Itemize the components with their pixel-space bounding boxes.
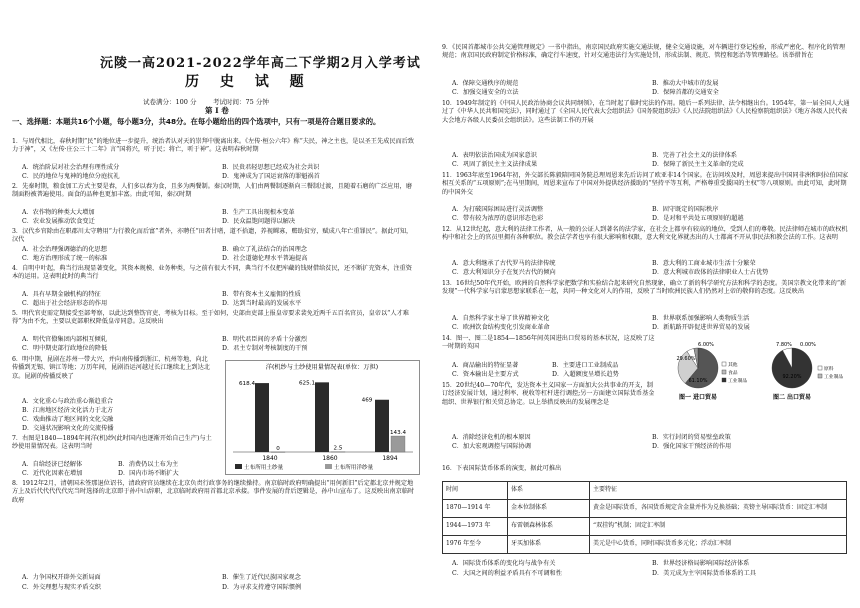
question-6-text: 6．明中期，昆剧在苏州一带大兴，并向南传播到浙江、杭州等地，向北传播到无锡、镇江等地；万历年间，昆剧沿运河越过长江继续北上到达北京。昆剧的传播反映了	[12, 356, 210, 380]
table-cell: 美元是中心货币，同时国际货币多元化；浮动汇率制	[590, 536, 847, 554]
table-row	[443, 518, 847, 536]
pie-value-label: 0.00%	[800, 342, 816, 348]
q11-option-d: D．是对和平共处五项原则的超越	[652, 215, 744, 222]
q13-option-d: D．新航路开辟促进世界贸易的发展	[652, 324, 750, 331]
monetary-system-table	[442, 481, 847, 554]
q7-option-b: B．消费仍以土布为主	[118, 461, 179, 468]
legend-swatch	[818, 366, 822, 370]
legend-swatch	[722, 378, 726, 382]
question-15-text: 15．20世纪40—70年代，发达资本主义国家一方面加大公共事业的开支，制订经济发展计划，通过利率、税收等杠杆进行调控;另一方面建立国际货币基金组织、世界银行和关贸总协定。以上举措反映出的发展理念是	[442, 382, 655, 406]
q10-option-d: D．保障了新民主主义革命的完成	[652, 161, 744, 168]
table-cell: 1870—1914 年	[443, 500, 508, 518]
q2-option-c: C．农业发展推动饮食变迁	[22, 218, 95, 225]
q12-option-d: D．意大利城市政体的法律职业人士占优势	[652, 269, 769, 276]
q5-option-a: A．明代官僚集团内部相互倾轧	[22, 336, 107, 343]
bar-value-label: 625.1	[298, 380, 316, 387]
q14-option-a: A．商品输出的特征显著	[452, 362, 519, 369]
question-8-text: 8．1912年2月，清朝国未签那退位诏书，清政府官员继续在北京负责行政事务的继续操持。南京临时政府明确提出“用何新旧”后定都北京并规定地方上及后代代代代代宪当时选择的北京即于孙中山辞职，北京临时政府用首都北京承接。事件发展的背后逻辑是，孙中山宣布了。这反映出南京临时政府	[12, 480, 415, 504]
pie-value-label: 92.20%	[782, 374, 802, 380]
q9-option-c: C．加强交通安全的立法	[452, 89, 519, 96]
pie-value-label: 7.80%	[776, 342, 792, 348]
bar-yang-yarn	[391, 436, 405, 452]
question-3-text: 3．汉代乡官除由在职郡川太守聘用“力行教化而后富”者外，亦聘任“田者甘嗜，道不拾遗，养视鳏寡，赡助贫穷，赋成八年亡重罪民”。据此可知，汉代	[12, 228, 413, 244]
bar-tu-yarn	[315, 382, 329, 452]
question-10-text: 10．1949年制定的《中国人民政治协商会议共同纲领》，在当时起了临时宪法的作用。随后一系列法律、法令相继出台。1954年，第一届全国人大通过了《中华人民共和国宪法》，同时通过了《全国人民代表大会组织法》《国务院组织法》《人民法院组织法》《人民检察院组织法》《地方各级人民代表大会地方各级人民委员会组织法》。这些法制工作的开展	[442, 100, 850, 124]
time-label: 考试时间：75 分钟	[213, 98, 269, 106]
q6-option-d: D．交通状况影响文化的交流传播	[22, 425, 114, 432]
q5-option-d: D．君主专制对考核制度的干预	[222, 345, 308, 352]
bar-value-label: 143.4	[389, 430, 407, 437]
q4-option-d: D．达到当时最高的发展水平	[222, 300, 302, 307]
q12-option-c: C．意大利知识分子在复兴古代的倾向	[452, 269, 556, 276]
trade-pie-charts	[662, 338, 852, 410]
q2-option-a: A．农作物的种类大大增加	[22, 209, 95, 216]
subject-title: 历 史 试 题	[185, 74, 312, 90]
q9-option-b: B．推动大中城市的发展	[652, 80, 719, 87]
bar-tu-yarn	[375, 400, 389, 452]
q4-option-a: A．具有早期金融机构的特征	[22, 291, 101, 298]
q10-option-b: B．完善了社会主义的法律体系	[652, 152, 737, 159]
q14-option-b: B．主要进口工业制成品	[552, 362, 619, 369]
q16-option-a: A．国际货币体系的变化均与战争有关	[452, 560, 556, 567]
section-instructions: 一、选择题：本题共16个小题，每小题3分，共48分。在每小题给出的四个选项中，只有一项是符合题目要求的。	[12, 117, 381, 126]
q4-option-b: B．带有资本主义雇佣的性质	[222, 291, 301, 298]
legend-swatch	[722, 370, 726, 374]
table-header-cell: 主要特征	[590, 482, 847, 500]
q6-option-c: C．戏曲推动了地区间的文化交融	[22, 416, 114, 423]
legend-label: 工业制品	[728, 379, 748, 384]
legend-label: 土布所用洋纱量	[334, 465, 374, 471]
bar-value-label: 618.4	[238, 381, 256, 388]
bar-value-label: 2.5	[333, 445, 343, 452]
legend-swatch	[325, 464, 332, 469]
q6-option-a: A．文化重心与政治重心渐趋重合	[22, 398, 114, 405]
q11-option-c: C．带有较为浓厚的意识形态色彩	[452, 215, 544, 222]
question-14-text: 14．图一、图二是1854—1856年间英国进出口贸易的基本状况，这反映了这一时期的英国	[442, 335, 655, 351]
q8-option-b: B．催生了近代民族国家观念	[222, 574, 301, 581]
q14-option-d: D．入超额度呈增长趋势	[552, 371, 619, 378]
q14-option-c: C．资本输出是主要方式	[452, 371, 519, 378]
q15-option-b: B．实行封闭的贸易壁垒政策	[652, 434, 731, 441]
bar-value-label: 0	[276, 446, 280, 452]
table-cell: “双挂钩”机制；固定汇率制	[590, 518, 847, 536]
q5-option-c: C．明中期吏部行政地位的降低	[22, 345, 108, 352]
table-cell: 牙买加体系	[508, 536, 590, 554]
bar-tu-yarn	[255, 383, 269, 452]
export-pie-chart	[772, 342, 843, 401]
category-tick-label: 1860	[322, 455, 338, 462]
volume-label: 第 I 卷	[205, 106, 229, 115]
pie-value-label: 6.00%	[698, 342, 714, 348]
question-9-text: 9．《民国首都城市公共交通管理规定》一书中指出，南京国民政府实施交通法规，健全交通设施，对车辆进行登记检验，形成严密化、程序化的管理规范；南京国民政府制定价格标准，确定行车速度，针对交通违法行为实施处罚，形成法制、规范、管控和惩治等管理路径。该举措旨在	[442, 44, 846, 60]
q2-option-b: B．生产工具出现根本变革	[222, 209, 295, 216]
q15-option-c: C．加大宏观调控与国际协调	[452, 443, 531, 450]
q1-option-b: B．民贵君轻思想已经成为社会共识	[222, 164, 320, 171]
table-header-row	[443, 482, 847, 500]
legend-swatch	[722, 362, 726, 366]
question-13-text: 13．16世纪50年代开始，欧洲的自然科学家把数学和实验结合起来研究自然现象，确立了新的科学研究方法和科学的态度。美国宗教文化带来的“新发现”一代科学家与启蒙思想家联系在一起，共同一种文化对人的作用，反映了当时欧洲民族人们仍然对上帝的敬仰的态度。这反映出	[442, 280, 847, 296]
question-2-text: 2．先秦时期，粮食加工方式主要是舂，人们多以舂为食，且多为两餐制。秦汉时期，人们由两餐制逐渐向三餐制过渡，且随着石磨的广泛应用，磨制面粉被普遍使用。面食的品种也更加丰富。由此可知，秦汉时期	[12, 183, 412, 199]
q10-option-c: C．巩固了新民主主义法律成果	[452, 161, 538, 168]
pie-caption: 图一 进口贸易	[678, 394, 718, 401]
legend-label: 土布所用土纱量	[244, 465, 284, 471]
q9-option-a: A．保障交通秩序的规范	[452, 80, 519, 87]
q3-option-d: D．社会道德伦理水平普遍提高	[222, 255, 308, 262]
question-1-text: 1．与周代相比，春秋时期“民”的地位进一步提升，统治者认对天的崇拜中脱离出来。《左传·桓公六年》称“夫民，神之主也，是以圣王先成民而后致力于神”，又《左传·庄公三十二年》言“国将兴，听于民；将亡，听于神”。这表明春秋时期	[12, 138, 415, 154]
score-label: 试卷满分：100 分	[143, 98, 197, 106]
q1-option-a: A．统治阶层对社会治理有理性成分	[22, 164, 120, 171]
legend-label: 原料	[824, 367, 834, 372]
table-header-cell: 体系	[508, 482, 590, 500]
q4-option-c: C．超出于社会经济形态的作用	[22, 300, 108, 307]
q1-option-c: C．民的地位与鬼神的地位分庭抗礼	[22, 173, 120, 180]
q11-option-a: A．为打破国际困局进行灵活调整	[452, 206, 544, 213]
q6-option-b: B．江南地区经济文化活力于北方	[22, 407, 114, 414]
q7-option-d: D．国内市场不断扩大	[118, 470, 179, 477]
bar-value-label: 469	[361, 397, 373, 404]
q12-option-b: B．意大利的工商业城市生活十分繁荣	[652, 260, 756, 267]
q15-option-d: D．强化国家干预经济的作用	[652, 443, 732, 450]
pie-caption: 图二 出口贸易	[772, 394, 812, 401]
question-7-text: 7．右图是1840—1894年间洋(机)纱(此时国内也逐渐开始自己生产)与土纱使用量情况表。这表明当时	[12, 435, 212, 451]
pie-value-label: 29.60%	[676, 356, 696, 362]
question-16-text: 16．下表国际货币体系的演变，据此可推出	[442, 465, 562, 472]
question-11-text: 11．1963年底至1964年初，外交部长陈毅陪同国务院总理周恩来先后访问了欧亚非14个国家。在访问埃及时，周恩来提出中国同非洲和阿拉伯国家相互关系的“五项原则”;在马里期间，周恩来宣布了中国对外提供经济援助的“坚持平等互利，严格尊重受援国的主权”等八项原则。由此可知，此时期的中国外交	[442, 172, 849, 196]
legend-label: 其他	[728, 363, 738, 368]
q5-option-b: B．明代君臣间的矛盾十分激烈	[222, 336, 307, 343]
table-cell: 金本位制体系	[508, 500, 590, 518]
import-pie-chart	[676, 342, 747, 401]
category-tick-label: 1840	[262, 455, 278, 462]
category-tick-label: 1894	[382, 455, 398, 462]
q1-option-d: D．鬼神成为了国运衰落的罪魁祸首	[222, 173, 320, 180]
q3-option-a: A．社会治理强调德治的化思想	[22, 246, 107, 253]
question-4-text: 4．自明中叶起，典当行出现显著变化，其资本规模、业务种类，与之前有很大不同，典当行不仅把库藏的钱财借给贫民，还不断扩充资本，注重资本的运用。这表明此时的典当行	[12, 265, 412, 281]
q13-option-a: A．自然科学家主导了世界精神文化	[452, 315, 550, 322]
q7-option-a: A．自给经济已经解体	[22, 461, 83, 468]
q7-option-c: C．近代化因素在增加	[22, 470, 83, 477]
table-header-cell: 时间	[443, 482, 508, 500]
chart-title: 洋(机纱与土纱使用量情况表(单位：万担)	[265, 364, 379, 371]
table-cell: 1976 年至今	[443, 536, 508, 554]
q11-option-b: B．固守既定的国际秩序	[652, 206, 719, 213]
q13-option-b: B．世界联系加强影响人类物质生活	[652, 315, 750, 322]
q8-option-c: C．外交理想与现实矛盾交织	[22, 584, 101, 591]
table-row	[443, 500, 847, 518]
legend-swatch	[235, 464, 242, 469]
q15-option-a: A．消除经济危机的根本原因	[452, 434, 531, 441]
q3-option-b: B．确立了礼法结合的治国理念	[222, 246, 307, 253]
question-12-text: 12．从12世纪起，意大利的法律工作者，从一般的公证人到著名的法学家，在社会上都享有较高的地位，受到人们的尊敬。民法律师在城市的政权机构中和社会上的官员里拥有各种职位。教会法学者也享有很大影响和权限，意大利文化界就杰出的人士都离不开从事民法和教会法的工作。这表明	[442, 226, 848, 242]
exam-title: 沅陵一高2021-2022学年高二下学期2月入学考试	[100, 56, 421, 71]
q9-option-d: D．保障首都的交通安全	[652, 89, 719, 96]
pie-value-label: 61.10%	[688, 378, 708, 384]
q16-option-b: B．世界经济格局影响国际经济体系	[652, 560, 750, 567]
legend-swatch	[818, 374, 822, 378]
legend-label: 工业制品	[824, 375, 844, 380]
q10-option-a: A．表明依法治国成为国家意识	[452, 152, 537, 159]
q13-option-c: C．欧洲饮食结构变化引发商业革命	[452, 324, 550, 331]
table-row	[443, 536, 847, 554]
table-cell: 布雷顿森林体系	[508, 518, 590, 536]
table-cell: 黄金是国际货币，各国货币规定含金量并作为兑换基础；英镑主导国际货币：固定汇率制	[590, 500, 847, 518]
q16-option-c: C．大国之间的利益矛盾具有不可调和性	[452, 570, 562, 577]
q12-option-a: A．意大利继承了古代罗马的法律传统	[452, 260, 556, 267]
legend-label: 食品	[728, 371, 738, 376]
q16-option-d: D．美元成为主宰国际货币体系的工具	[652, 570, 756, 577]
question-5-text: 5．明代官吏需定期接受至部考察，以此达到整饬官吏、考核为目标。至于如何，史部由吏部上报皇帝要求裴免近两千五百名官员，皇帝以“人才难得”为由不允，主要以吏部职权降低皇帝同意。这反映出	[12, 310, 409, 326]
q8-option-a: A．力争国权开辟外交新局面	[22, 574, 101, 581]
q8-option-d: D．为寻求支持遵守国际惯例	[222, 584, 302, 591]
yarn-usage-bar-chart	[225, 360, 420, 475]
table-cell: 1944—1973 年	[443, 518, 508, 536]
q3-option-c: C．地方治理形成了统一的标准	[22, 255, 108, 262]
q2-option-d: D．民众温饱问题得以解决	[222, 218, 296, 225]
